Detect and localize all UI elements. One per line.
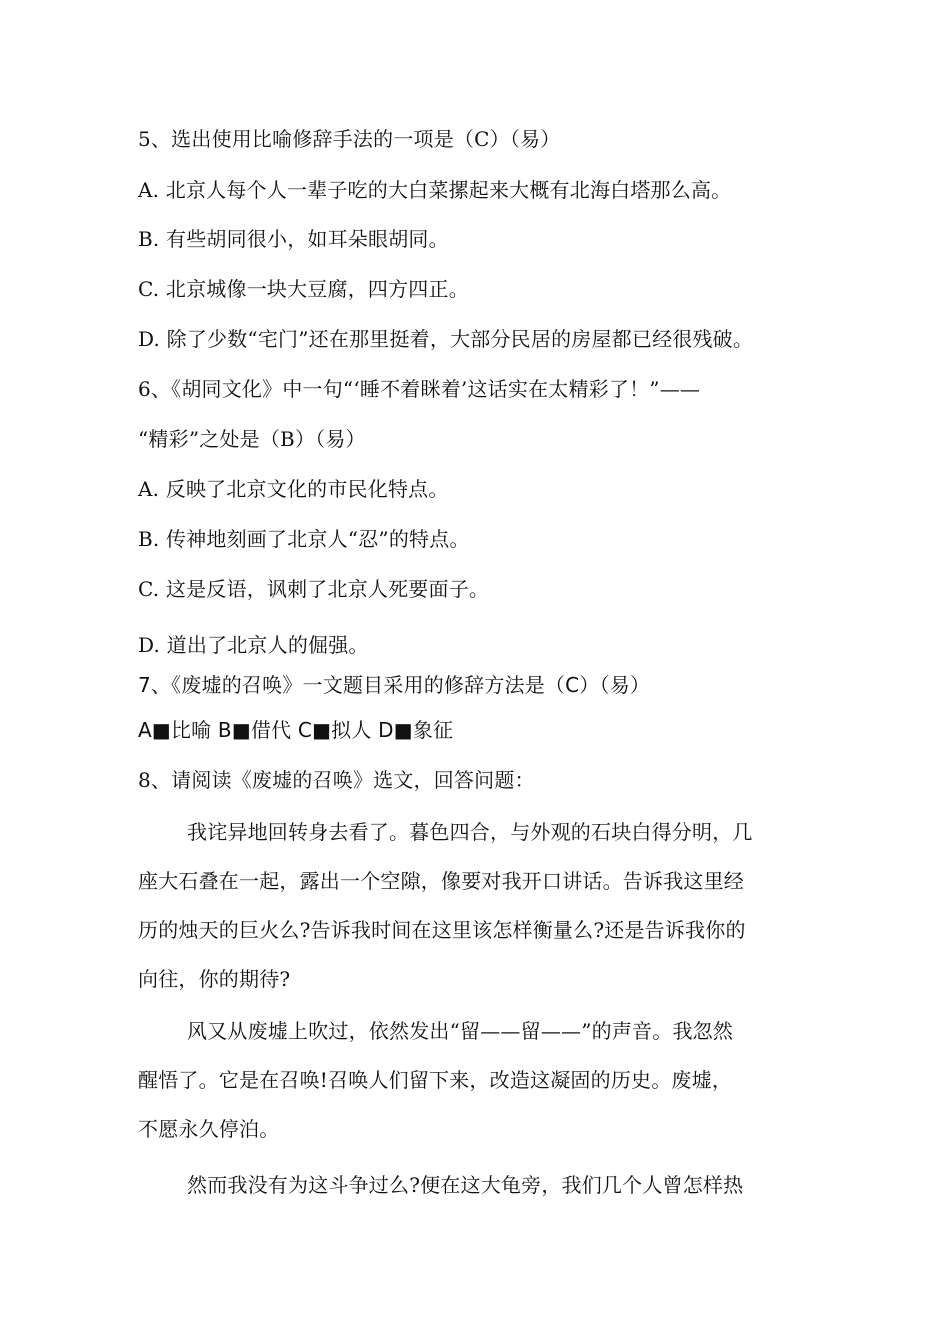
question-6-stem-line-1: 6、《胡同文化》中一句“‘睡不着眯着’这话实在太精彩了！”—— [138, 377, 701, 401]
passage-line: 历的烛天的巨火么?告诉我时间在这里该怎样衡量么?还是告诉我你的 [138, 918, 746, 942]
passage-line: 向往，你的期待? [138, 967, 291, 991]
question-6-option-b: B. 传神地刻画了北京人“忍”的特点。 [138, 527, 470, 551]
question-5-option-c: C. 北京城像一块大豆腐，四方四正。 [138, 277, 469, 301]
passage-line: 醒悟了。它是在召唤!召唤人们留下来，改造这凝固的历史。废墟， [138, 1068, 733, 1092]
question-7-options: A■比喻 B■借代 C■拟人 D■象征 [138, 718, 454, 742]
question-6-stem-line-2: “精彩”之处是（B）（易） [138, 427, 366, 451]
passage-line: 然而我没有为这斗争过么?便在这大龟旁，我们几个人曾怎样热 [187, 1173, 744, 1197]
passage-line: 不愿永久停泊。 [138, 1117, 280, 1141]
question-6-option-d: D. 道出了北京人的倔强。 [138, 633, 369, 657]
question-7-stem: 7、《废墟的召唤》一文题目采用的修辞方法是（C）（易） [138, 673, 651, 697]
passage-line: 我诧异地回转身去看了。暮色四合，与外观的石块白得分明，几 [187, 820, 753, 844]
question-5-option-a: A. 北京人每个人一辈子吃的大白菜摞起来大概有北海白塔那么高。 [138, 178, 732, 202]
passage-line: 座大石叠在一起，露出一个空隙，像要对我开口讲话。告诉我这里经 [138, 869, 744, 893]
question-6-option-c: C. 这是反语，讽刺了北京人死要面子。 [138, 577, 490, 601]
question-6-option-a: A. 反映了北京文化的市民化特点。 [138, 477, 449, 501]
question-5-option-d: D. 除了少数“宅门”还在那里挺着，大部分民居的房屋都已经很残破。 [138, 327, 754, 351]
question-5-stem: 5、选出使用比喻修辞手法的一项是（C）（易） [138, 127, 561, 151]
passage-line: 风又从废墟上吹过，依然发出“留——留——”的声音。我忽然 [187, 1019, 734, 1043]
question-8-stem: 8、请阅读《废墟的召唤》选文，回答问题： [138, 768, 535, 792]
question-5-option-b: B. 有些胡同很小，如耳朵眼胡同。 [138, 227, 449, 251]
